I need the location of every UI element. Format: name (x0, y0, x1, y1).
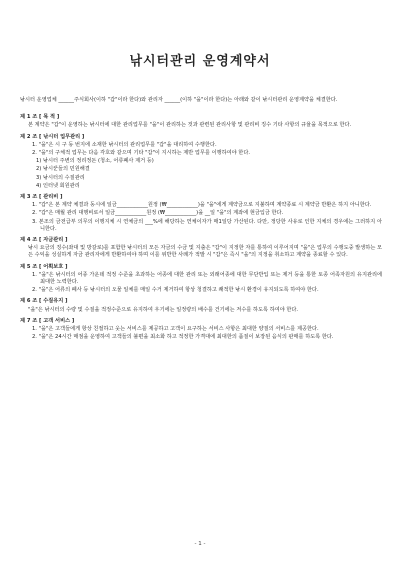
article-paragraph: 2. "을"의 구체적 업무는 다음 각호와 같으며 기타 "갑"이 지시하는 제반 업무를 이행하여야 한다. (32, 150, 250, 157)
article-paragraph: 3) 낚시터의 수질관리 (36, 174, 85, 181)
article-paragraph: 2. "갑"은 매월 관리 대행비로서 일금____________원정 (₩____________)을 __일 "을"의 계좌에 현금입금 한다. (32, 210, 284, 217)
article-paragraph: 낚시 요금의 징수(좌대 및 방갈로)를 포함한 낚시터의 모든 자금의 수금 및 지출은 "갑"이 지정한 자를 통하여 이루어지며 "을"은 업무의 수행도중 발생하는 모든 수익을 성실하게 자금 관리자에게 반환하여야 하며 이를 위반한 사례가 적발 시 "갑"은 즉시 "을"의 지정을 취소하고 계약을 종료할 수 있다. (28, 245, 382, 259)
article-section (20, 264, 382, 295)
article-paragraph: 1. "갑"은 본 계약 체결과 동시에 일금____________원정 (₩____________)을 "을"에게 계약금으로 지불하며 계약종료 시 계약금 반환은 하지 아니한다. (32, 202, 372, 209)
article-paragraph: 4) 인터넷 회원관리 (36, 182, 80, 189)
article-heading: 제 1 조 [ 목 적 ] (20, 114, 60, 121)
article-paragraph: 1. "을"은 고객들에게 항상 친절하고 웃는 서비스를 제공하고 고객이 요구하는 서비스 사항은 최대한 양질의 서비스를 제공한다. (32, 326, 319, 333)
document-body (20, 97, 382, 342)
article-section (20, 194, 382, 233)
article-section (20, 318, 382, 342)
articles-container (20, 114, 382, 341)
article-heading: 제 7 조 [ 고객 서비스 ] (20, 317, 75, 324)
article-paragraph: 본 계약은 "갑"이 운영하는 낚시터에 대한 관리업무를 "을"이 관리하는 것과 관련된 관리사항 및 관리비 징수 기타 사항의 규율을 목적으로 한다. (28, 122, 352, 129)
article-paragraph: "을"은 낚시터의 수량 및 수질을 적정수준으로 유지하여 우기에는 일정량의 배수를 건기에는 저수를 하도록 하여야 한다. (28, 306, 299, 313)
document-title: 낚시터관리 운영계약서 (129, 54, 271, 69)
article-paragraph: 2. "을"은 24시간 매점을 운영하여 고객들의 불편을 최소화 하고 적정한 가격대에 최대한의 품질이 보장된 음식의 판매를 하도록 한다. (32, 334, 334, 341)
article-heading: 제 4 조 [ 자금관리 ] (20, 237, 68, 244)
article-section (20, 134, 382, 190)
article-section (20, 114, 382, 129)
article-section (20, 237, 382, 260)
article-heading: 제 3 조 [ 관리비 ] (20, 194, 63, 201)
article-paragraph: 1. "을"은 낚시터의 어종 가운데 적정 수준을 초과하는 어종에 대한 관리 또는 외래어종에 대한 무단반입 또는 제거 등을 통한 토종 어족자원의 유지관리에 최대한 노력한다. (32, 271, 382, 286)
article-paragraph: 3. 본조의 금전급부 의무의 이행지체 시 연체금의 ___%에 해당하는 연체이자가 매1일당 가산된다. 다만, 정당한 사유로 인한 지체의 경우에는 그러하지 아니한다. (32, 218, 382, 232)
article-paragraph: 1) 낚시터 주변의 정리정돈 (청소, 어류폐사 제거 등) (36, 158, 154, 165)
article-heading: 제 2 조 [ 낚시터 업무관리 ] (20, 133, 85, 140)
article-paragraph: 1. "을"은 시 구 동 번지에 소재한 낚시터의 관리업무를 "갑"을 대리하여 수행한다. (32, 141, 217, 148)
article-heading: 제 5 조 [ 어획보호 ] (20, 263, 68, 270)
article-paragraph: 2) 낚시꾼들의 민원해결 (36, 166, 90, 173)
intro-paragraph: 낚시터 운영업체 ______주식회사(이하 "갑"이라 한다)와 관리자 ______(이하 "을"이라 한다)는 아래와 같이 낚시터관리 운영계약을 체결한다. (20, 97, 338, 103)
article-section (20, 298, 382, 313)
article-heading: 제 6 조 [ 수질유지 ] (20, 298, 68, 305)
article-paragraph: 2. "을"은 어류의 폐사 등 낚시터의 오물 일체를 매일 수거 제거하여 항상 청결하고 쾌적한 낚시 환경이 유지되도록 하여야 한다. (32, 287, 319, 294)
page-number: - 1 - (194, 541, 206, 547)
